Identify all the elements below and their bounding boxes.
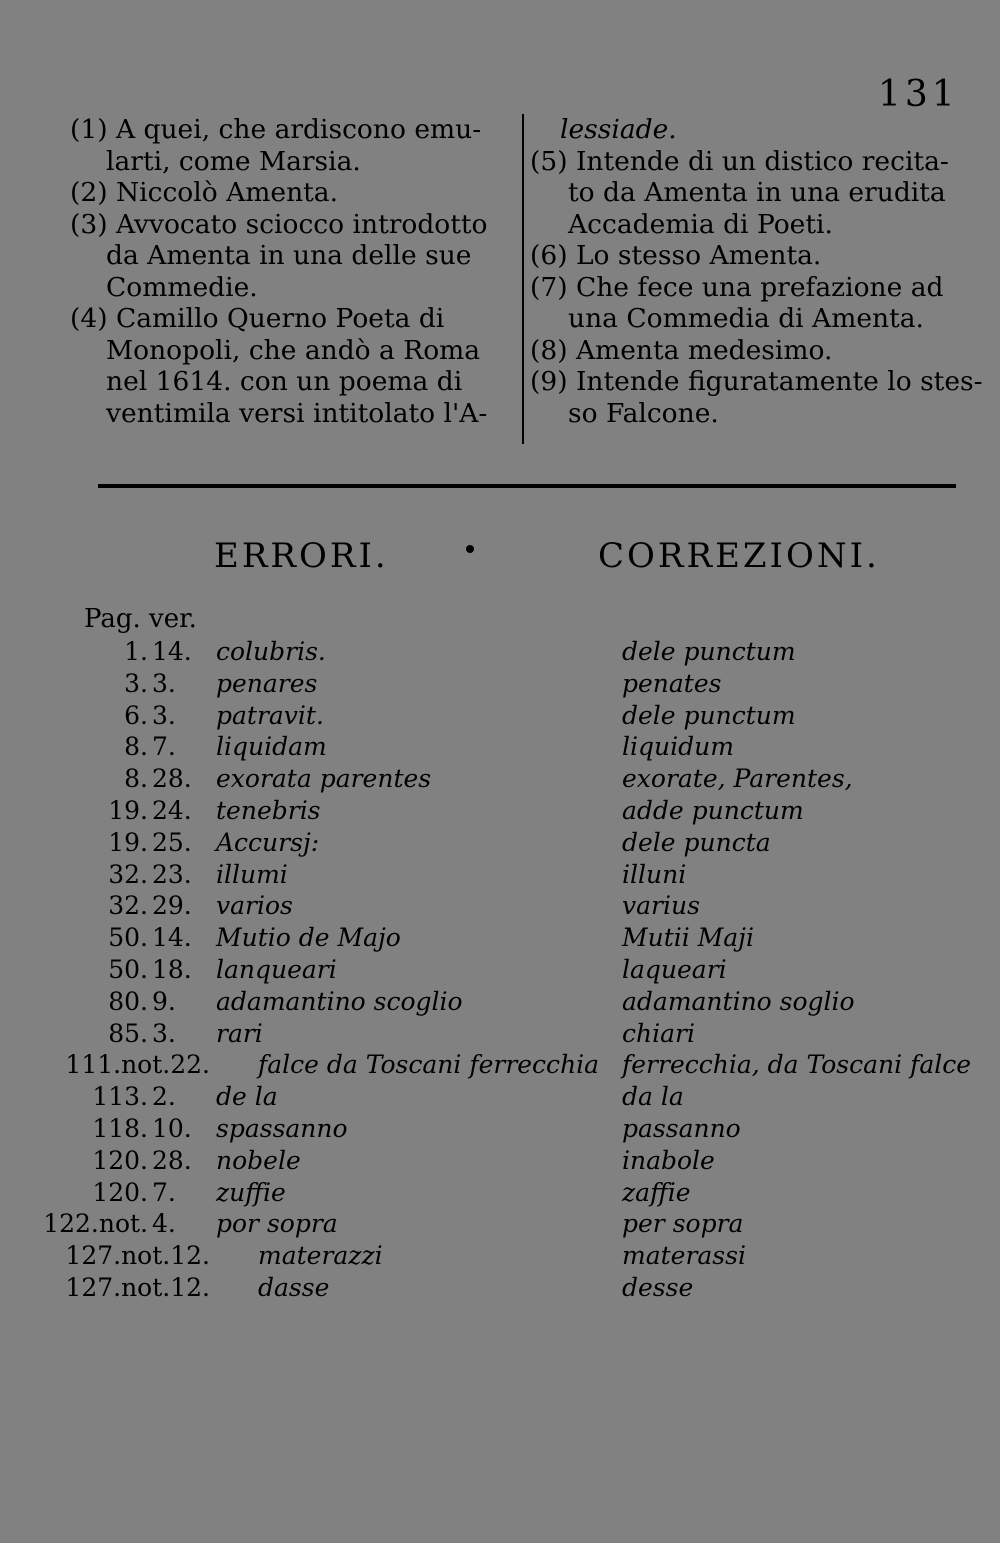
note-line: (3) Avvocato sciocco introdotto [70, 208, 488, 240]
note-line: Commedie. [106, 271, 258, 303]
errata-verse: 24. [152, 795, 192, 825]
errata-page: 118. [92, 1113, 148, 1143]
note-line: Accademia di Poeti. [568, 208, 833, 240]
page-number: 131 [878, 74, 959, 115]
errata-verse: 7. [152, 732, 176, 762]
note-line: larti, come Marsia. [106, 145, 361, 177]
errata-verse: 25. [152, 827, 192, 857]
errors-heading: ERRORI. [214, 536, 389, 576]
errata-page: 120. [92, 1177, 148, 1207]
errata-row [0, 1177, 1000, 1209]
errata-correction: laqueari [622, 954, 727, 984]
note-line: (5) Intende di un distico recita- [530, 145, 949, 177]
ornament-dot [466, 545, 474, 553]
errata-verse: 2. [152, 1082, 176, 1112]
errata-verse: 23. [152, 859, 192, 889]
errata-correction: passanno [622, 1113, 741, 1143]
errata-row [0, 1113, 1000, 1145]
errata-row [0, 954, 1000, 986]
errata-verse: 29. [152, 891, 192, 921]
errata-correction: chiari [622, 1018, 695, 1048]
errata-error: patravit. [216, 700, 324, 730]
errata-error: Mutio de Majo [216, 923, 401, 953]
errata-list [0, 636, 1000, 1304]
errata-page: 50. [108, 954, 148, 984]
errata-page: 3. [124, 668, 148, 698]
errata-page: 19. [108, 827, 148, 857]
errata-columns-label: Pag. ver. [84, 604, 197, 634]
errata-correction: dele punctum [622, 637, 796, 666]
errata-page: 1. [124, 637, 148, 666]
errata-error: exorata parentes [216, 764, 432, 794]
errata-row [0, 827, 1000, 859]
errata-correction: zaffie [622, 1177, 691, 1207]
errata-error: varios [216, 891, 293, 921]
errata-error: falce da Toscani ferrecchia [258, 1050, 600, 1080]
errata-error: tenebris [216, 795, 321, 825]
errata-error: lanqueari [216, 954, 337, 984]
note-line: una Commedia di Amenta. [568, 303, 924, 334]
note-line: Monopoli, che andò a Roma [106, 334, 481, 366]
errata-error: penares [216, 668, 318, 698]
errata-row [0, 1081, 1000, 1113]
errata-row [0, 1049, 1000, 1081]
errata-correction: adde punctum [622, 795, 804, 825]
errata-row [0, 1272, 1000, 1304]
errata-correction: materassi [622, 1241, 746, 1271]
errata-verse: 14. [152, 923, 192, 953]
note-line: lessiade. [560, 114, 677, 145]
errata-row [0, 636, 1000, 668]
note-line: (7) Che fece una prefazione ad [530, 271, 944, 303]
note-line: nel 1614. con un poema di [106, 366, 463, 397]
errata-page: 8. [124, 764, 148, 794]
errata-correction: varius [622, 891, 700, 921]
errata-verse: 4. [152, 1209, 176, 1239]
errata-verse: 28. [152, 764, 192, 794]
errata-error: adamantino scoglio [216, 986, 463, 1016]
errata-verse: 3. [152, 1018, 176, 1048]
note-line: (1) A quei, che ardiscono emu- [70, 114, 482, 145]
footnotes [64, 114, 984, 444]
errata-correction: liquidum [622, 732, 734, 762]
errata-verse: 3. [152, 668, 176, 698]
note-line: ventimila versi intitolato l'A- [106, 397, 488, 429]
errata-page: 8. [124, 732, 148, 762]
errata-verse: 14. [152, 637, 192, 666]
errata-correction: per sopra [622, 1209, 744, 1239]
note-line: (2) Niccolò Amenta. [70, 177, 339, 208]
note-line: so Falcone. [568, 397, 719, 429]
errata-error: rari [216, 1018, 263, 1048]
errata-page: 6. [124, 700, 148, 730]
errata-row [0, 731, 1000, 763]
errata-row [0, 668, 1000, 700]
errata-row [0, 986, 1000, 1018]
errata-correction: exorate, Parentes, [622, 764, 853, 794]
errata-error: colubris. [216, 637, 326, 666]
errata-row [0, 763, 1000, 795]
errata-row [0, 795, 1000, 827]
errata-error: por sopra [216, 1209, 338, 1239]
errata-page: 127.not.12. [65, 1241, 210, 1271]
errata-error: dasse [258, 1272, 330, 1302]
note-line: da Amenta in una delle sue [106, 240, 472, 271]
errata-correction: penates [622, 668, 722, 698]
errata-error: materazzi [258, 1241, 383, 1271]
errata-page: 127.not.12. [65, 1272, 210, 1302]
corrections-heading: CORREZIONI. [598, 536, 880, 576]
errata-page: 113. [92, 1082, 148, 1112]
errata-page: 80. [108, 986, 148, 1016]
note-line: (4) Camillo Querno Poeta di [70, 303, 445, 334]
errata-correction: ferrecchia, da Toscani falce [622, 1050, 972, 1080]
errata-page: 32. [108, 859, 148, 889]
errata-verse: 28. [152, 1145, 192, 1175]
errata-correction: dele puncta [622, 827, 771, 857]
errata-row [0, 890, 1000, 922]
errata-error: liquidam [216, 732, 327, 762]
errata-verse: 18. [152, 954, 192, 984]
errata-error: Accursj: [216, 827, 320, 857]
errata-row [0, 1018, 1000, 1050]
errata-page: 19. [108, 795, 148, 825]
errata-page: 122.not. [43, 1209, 148, 1239]
horizontal-rule [98, 484, 956, 488]
errata-verse: 10. [152, 1113, 192, 1143]
errata-page: 120. [92, 1145, 148, 1175]
note-line: (8) Amenta medesimo. [530, 334, 833, 366]
errata-row [0, 1208, 1000, 1240]
errata-correction: adamantino soglio [622, 986, 855, 1016]
note-line: (6) Lo stesso Amenta. [530, 240, 822, 271]
errata-error: de la [216, 1082, 278, 1112]
errata-row [0, 700, 1000, 732]
errata-correction: dele punctum [622, 700, 796, 730]
errata-row [0, 1240, 1000, 1272]
errata-row [0, 1145, 1000, 1177]
errata-error: zuffie [216, 1177, 286, 1207]
errata-correction: inabole [622, 1145, 715, 1175]
errata-error: nobele [216, 1145, 301, 1175]
note-line: (9) Intende figuratamente lo stes- [530, 366, 983, 397]
footnotes-right-column [530, 114, 990, 429]
errata-correction: da la [622, 1082, 684, 1112]
errata-verse: 9. [152, 986, 176, 1016]
note-line: to da Amenta in una erudita [568, 177, 946, 208]
errata-error: spassanno [216, 1113, 348, 1143]
errata-page: 50. [108, 923, 148, 953]
errata-correction: desse [622, 1272, 694, 1302]
errata-verse: 7. [152, 1177, 176, 1207]
footnotes-left-column [70, 114, 518, 429]
errata-correction: Mutii Maji [622, 923, 754, 953]
errata-page: 111.not.22. [65, 1050, 210, 1080]
errata-page: 32. [108, 891, 148, 921]
errata-row [0, 859, 1000, 891]
errata-verse: 3. [152, 700, 176, 730]
errata-page: 85. [108, 1018, 148, 1048]
errata-correction: illuni [622, 859, 687, 889]
column-divider [522, 114, 524, 444]
errata-row [0, 922, 1000, 954]
errata-error: illumi [216, 859, 288, 889]
